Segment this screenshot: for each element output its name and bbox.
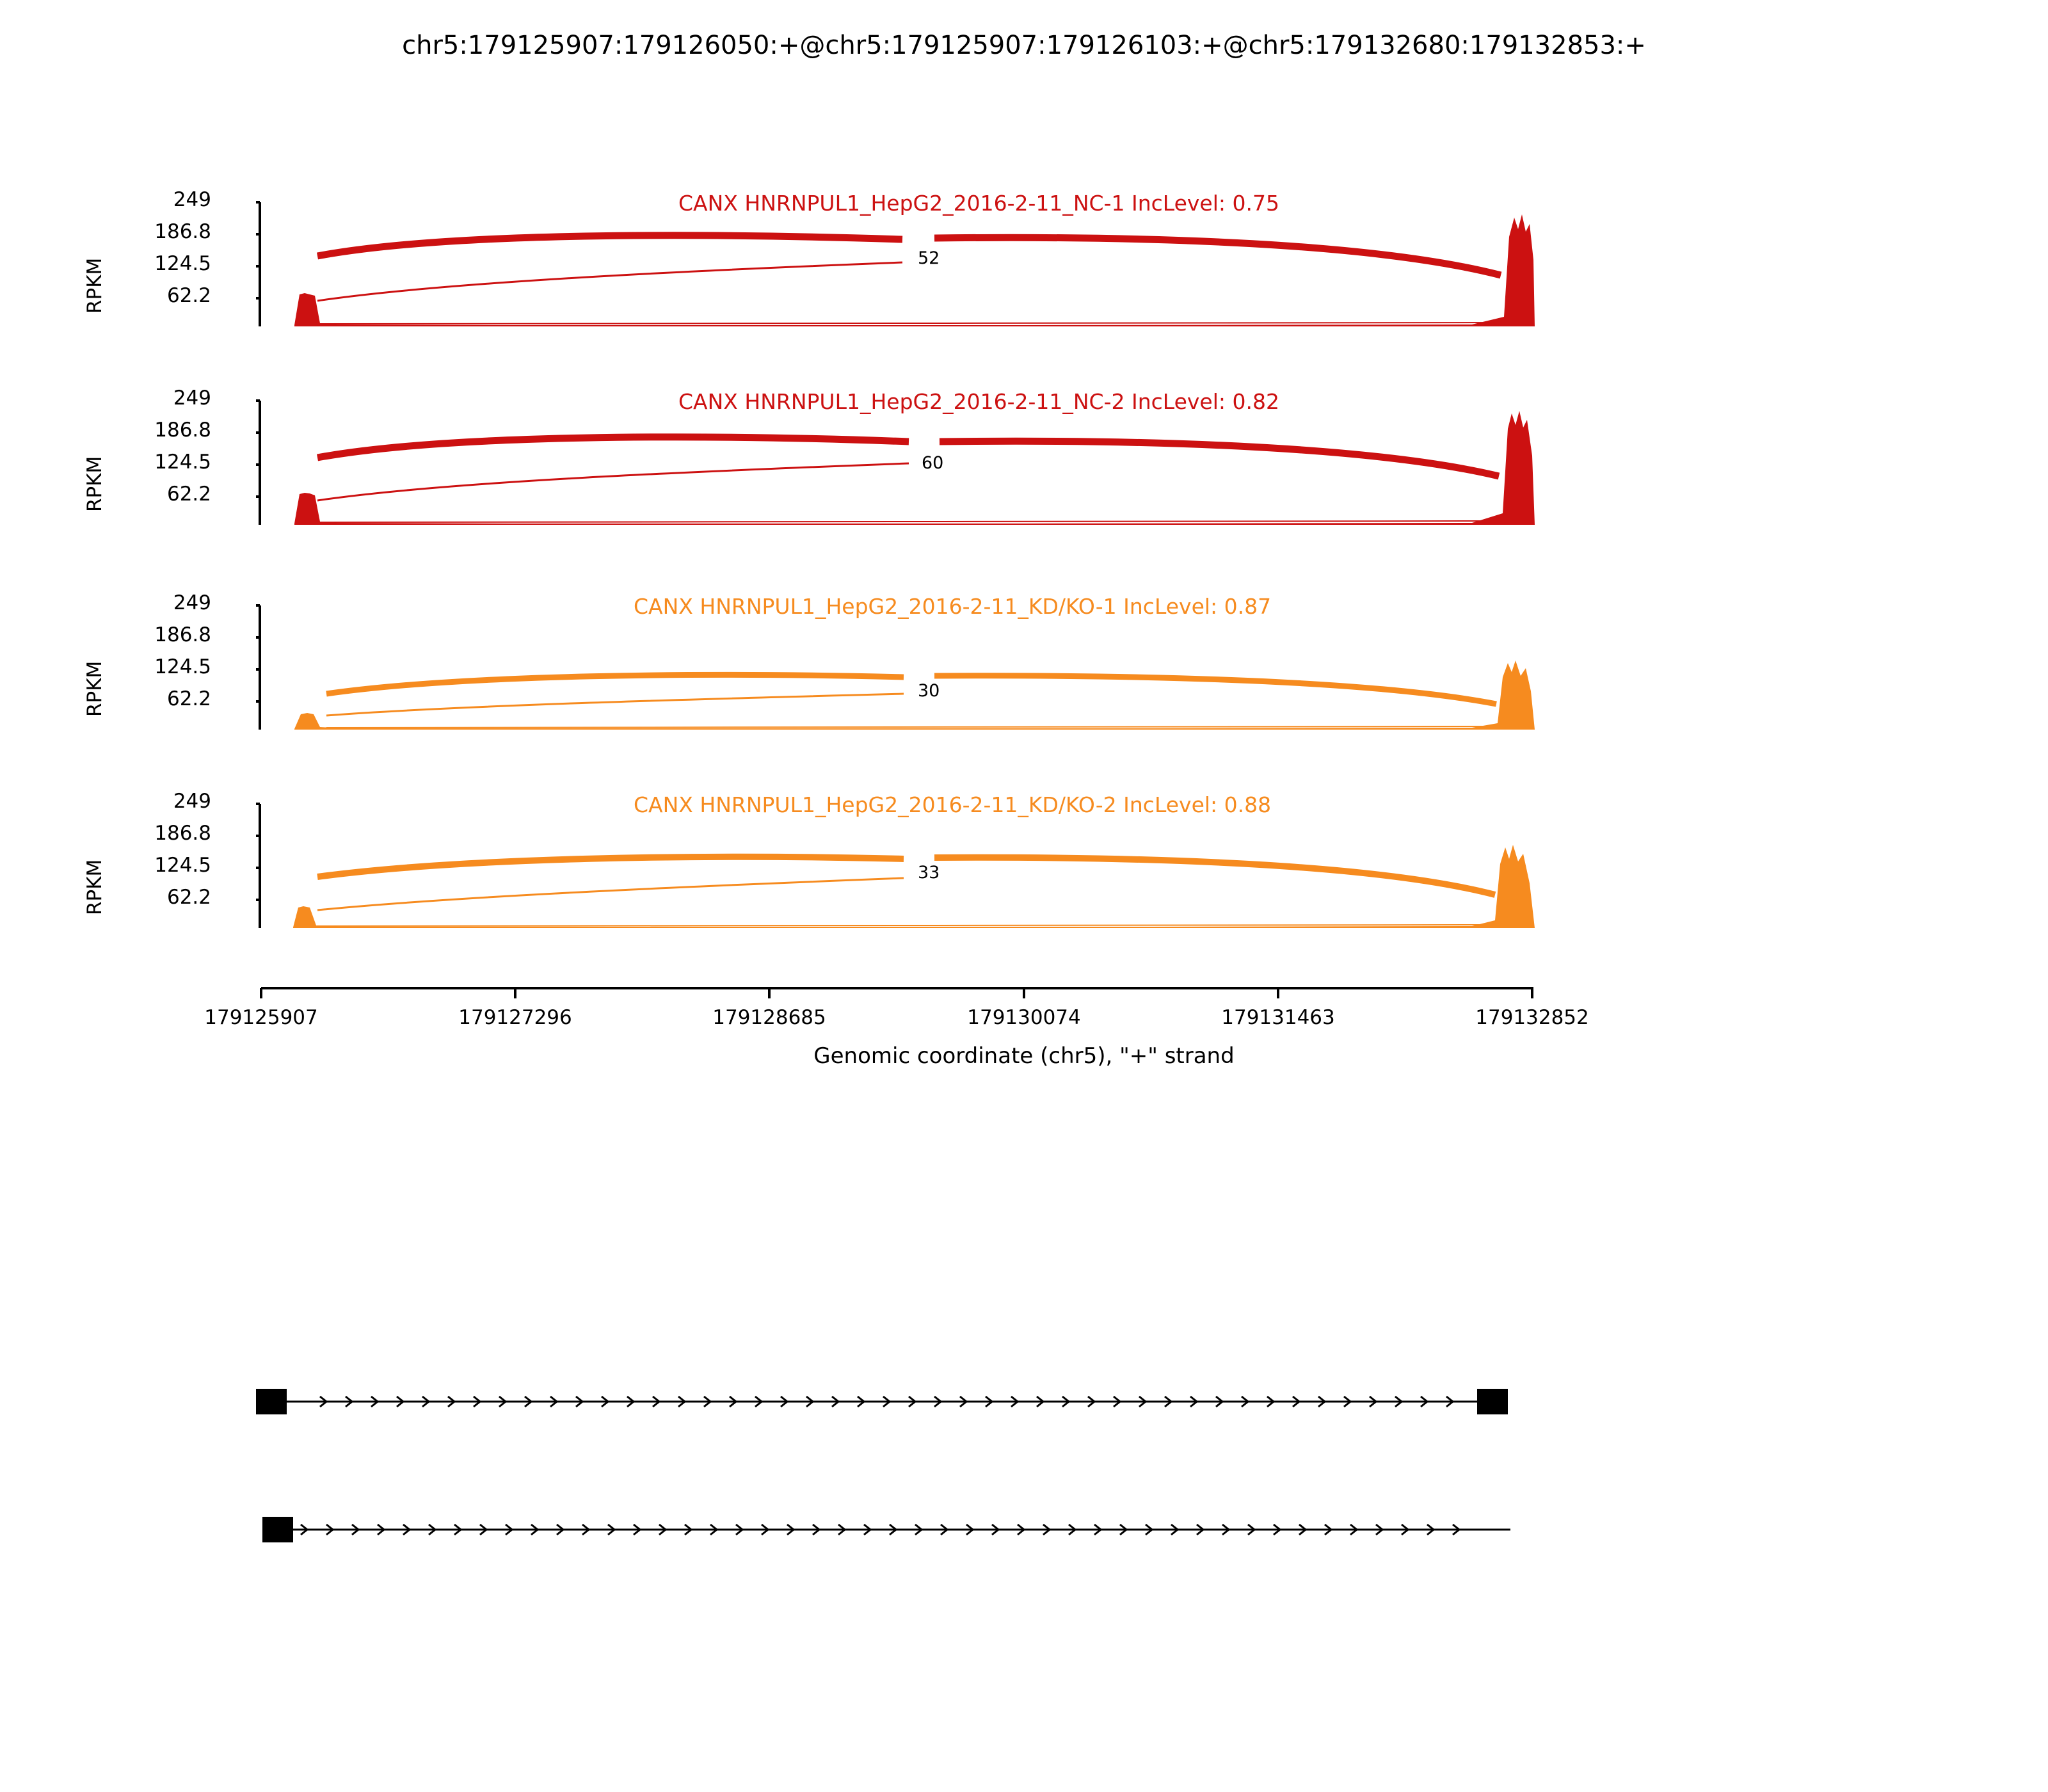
x-axis-title: Genomic coordinate (chr5), "+" strand [813,1043,1235,1069]
transcript-isoform-1 [256,1382,1536,1421]
coverage-track-nc-1 [256,198,1536,339]
sample-label-nc-2: CANX HNRNPUL1_HepG2_2016-2-11_NC-2 IncLevel: 0.82 [678,389,1279,414]
y-axis-labels-0: 249 186.8 124.5 62.2 [154,188,211,307]
coverage-track-kd-2 [256,800,1536,941]
y-axis-title-1: RPKM [83,456,106,512]
coverage-panel-kd-1 [83,591,1536,742]
y-axis-title-2: RPKM [83,660,106,717]
coverage-track-kd-1 [256,602,1536,742]
y-axis-labels-3: 249 186.8 124.5 62.2 [154,790,211,909]
y-axis-title-0: RPKM [83,257,106,314]
sample-label-kd-2: CANX HNRNPUL1_HepG2_2016-2-11_KD/KO-2 IncLevel: 0.88 [634,792,1272,817]
junction-count-nc-1: 52 [915,248,942,268]
coverage-panel-nc-1 [83,188,1536,339]
y-axis-labels-2: 249 186.8 124.5 62.2 [154,591,211,710]
x-tick-1: 179127296 [458,1006,572,1029]
transcript-track-1 [256,1382,1536,1421]
y-axis-labels-1: 249 186.8 124.5 62.2 [154,387,211,506]
x-tick-2: 179128685 [712,1006,826,1029]
page-title: chr5:179125907:179126050:+@chr5:179125907:179126103:+@chr5:179132680:179132853:+ [402,31,1646,60]
junction-count-kd-1: 30 [915,681,942,701]
y-axis-title-3: RPKM [83,859,106,915]
x-tick-0: 179125907 [204,1006,318,1029]
coverage-panel-nc-2 [83,387,1536,538]
coverage-panel-kd-2 [83,790,1536,941]
sample-label-nc-1: CANX HNRNPUL1_HepG2_2016-2-11_NC-1 IncLevel: 0.75 [678,191,1279,216]
sample-label-kd-1: CANX HNRNPUL1_HepG2_2016-2-11_KD/KO-1 IncLevel: 0.87 [634,594,1272,619]
transcript-isoform-2 [256,1510,1536,1549]
coverage-track-nc-2 [256,397,1536,538]
x-axis-line [256,986,1536,1002]
junction-count-nc-2: 60 [919,453,946,473]
x-tick-4: 179131463 [1221,1006,1335,1029]
x-tick-3: 179130074 [967,1006,1081,1029]
transcript-track-2 [256,1510,1536,1549]
junction-count-kd-2: 33 [915,863,942,883]
x-tick-5: 179132852 [1475,1006,1589,1029]
